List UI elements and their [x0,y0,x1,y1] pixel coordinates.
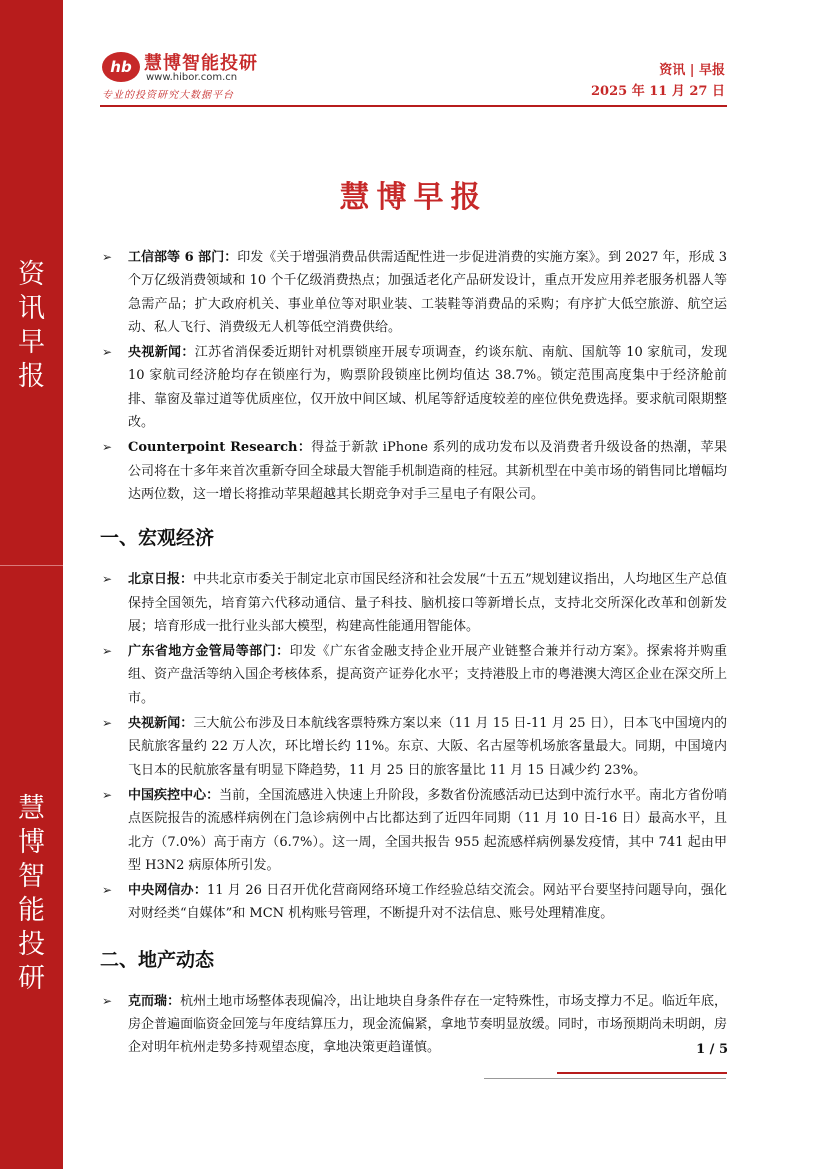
news-source: 中国疾控中心： [128,787,220,803]
news-source: Counterpoint Research： [128,440,312,456]
logo-name: 慧博智能投研 [144,53,258,74]
side-divider [0,565,63,566]
side-char: 资 [18,259,45,290]
bullet-arrow-icon: ➢ [102,250,113,264]
page-title: 慧博早报 [339,180,488,215]
report-body [100,246,727,1062]
side-label-brand [0,792,63,996]
side-char: 博 [18,827,45,858]
side-label-report [0,258,63,394]
news-source: 北京日报： [128,572,194,588]
news-item [100,879,727,926]
news-text: 印发《关于增强消费品供需适配性进一步促进消费的实施方案》。到 2027 年，形成 3 个万亿级消费领域和 10 个千亿级消费热点；加强适老化产品研发设计，重点开发应用养老服务机器人等急需产品；扩大政府机关、事业单位等对职业装、工装鞋等消费品的采购；有序扩大低空旅游、航空运动、私人飞行、消费级无人机等低空消费供给。 [128,250,727,335]
news-source: 中央网信办： [128,883,208,899]
section-heading-property: 二、地产动态 [100,948,215,971]
news-item [100,784,727,877]
news-item [100,712,727,782]
bullet-arrow-icon: ➢ [102,345,113,360]
logo-slogan: 专业的投资研究大数据平台 [102,90,234,101]
news-source: 工信部等 6 部门： [128,250,238,265]
news-text: 当前，全国流感进入快速上升阶段，多数省份流感活动已达到中流行水平。南北方省份哨点医院报告的流感样病例在门急诊病例中占比都达到了近四年同期（11 月 10 日-16 日）最高水平，且北方（7.0%）高于南方（6.7%）。这一周，全国共报告 955 起流感样病例暴发疫情，其中 741 起由甲型 H3N2 病原体所引发。 [128,787,727,873]
news-item [100,341,727,434]
bullet-arrow-icon: ➢ [102,440,113,455]
news-source: 央视新闻： [128,345,195,361]
bullet-arrow-icon: ➢ [102,572,113,587]
news-source: 央视新闻： [128,716,194,732]
news-item [100,568,727,638]
side-char: 早 [18,327,45,358]
news-text: 杭州土地市场整体表现偏冷，出让地块自身条件存在一定特殊性，市场支撑力不足。临近年底，房企普遍面临资金回笼与年度结算压力，现金流偏紧，拿地节奏明显放缓。同时，市场预期尚未明朗，房企对明年杭州走势多持观望态度，拿地决策更趋谨慎。 [128,993,727,1056]
news-text: 11 月 26 日召开优化营商网络环境工作经验总结交流会。网站平台要坚持问题导向，强化对财经类“自媒体”和 MCN 机构账号管理，不断提升对不法信息、账号处理精准度。 [128,883,727,922]
bullet-arrow-icon: ➢ [102,644,113,659]
logo-mark-icon: hb [102,52,140,82]
side-char: 报 [18,361,45,392]
side-char: 智 [18,861,45,892]
news-source: 广东省地方金管局等部门： [128,644,290,660]
news-source: 克而瑞： [128,993,181,1009]
bullet-arrow-icon: ➢ [102,883,113,898]
side-char: 能 [18,895,45,926]
news-text: 中共北京市委关于制定北京市国民经济和社会发展“十五五”规划建议指出，人均地区生产总值保持全国领先，培育第六代移动通信、量子科技、脑机接口等新增长点，支持北交所深化改革和创新发展；培育形成一批行业头部大模型，构建高性能通用智能体。 [128,572,727,634]
side-char: 慧 [18,793,45,824]
news-item [100,990,727,1060]
news-item [100,640,727,710]
bullet-arrow-icon: ➢ [102,716,113,731]
news-text: 三大航公布涉及日本航线客票特殊方案以来（11 月 15 日-11 月 25 日），日本飞中国境内的民航旅客量约 22 万人次，环比增长约 11%。东京、大阪、名古屋等机场旅客量最大。同期，中国境内飞日本的民航旅客量有明显下降趋势，11 月 25 日的旅客量比 11 月 15 日减少约 23%。 [128,716,727,778]
footer-rule-accent [557,1072,727,1074]
header-rule [100,105,727,107]
side-char: 讯 [18,293,45,324]
side-band [0,0,63,1169]
news-text: 印发《广东省金融支持企业开展产业链整合兼并行动方案》。探索将并购重组、资产盘活等纳入国企考核体系，提高资产证券化水平；支持港股上市的粤港澳大湾区企业在深交所上市。 [128,644,727,706]
bullet-arrow-icon: ➢ [102,993,113,1008]
news-text: 江苏省消保委近期针对机票锁座开展专项调查，约谈东航、南航、国航等 10 家航司，发现 10 家航司经济舱均存在锁座行为，购票阶段锁座比例均值达 38.7%。锁定范围高度集中于经济舱前排、靠窗及靠过道等优质座位，仅开放中间区域、机尾等舒适度较差的座位供免费选择。要求航司限期整改。 [128,345,727,431]
page-number: 1 / 5 [696,1042,728,1057]
side-char: 研 [18,963,45,994]
logo-url: www.hibor.com.cn [146,72,238,83]
report-category: 资讯 | 早报 [659,63,725,78]
bullet-arrow-icon: ➢ [102,787,113,802]
report-date: 2025 年 11 月 27 日 [591,84,725,99]
footer-rule [484,1078,726,1079]
news-item [100,436,727,506]
news-text: 得益于新款 iPhone 系列的成功发布以及消费者升级设备的热潮，苹果公司将在十多年来首次重新夺回全球最大智能手机制造商的桂冠。其新机型在中美市场的销售同比增幅均达两位数，这一增长将推动苹果超越其长期竞争对手三星电子有限公司。 [128,440,727,502]
section-heading-macro: 一、宏观经济 [100,527,215,550]
news-item [100,246,727,339]
side-char: 投 [18,929,45,960]
